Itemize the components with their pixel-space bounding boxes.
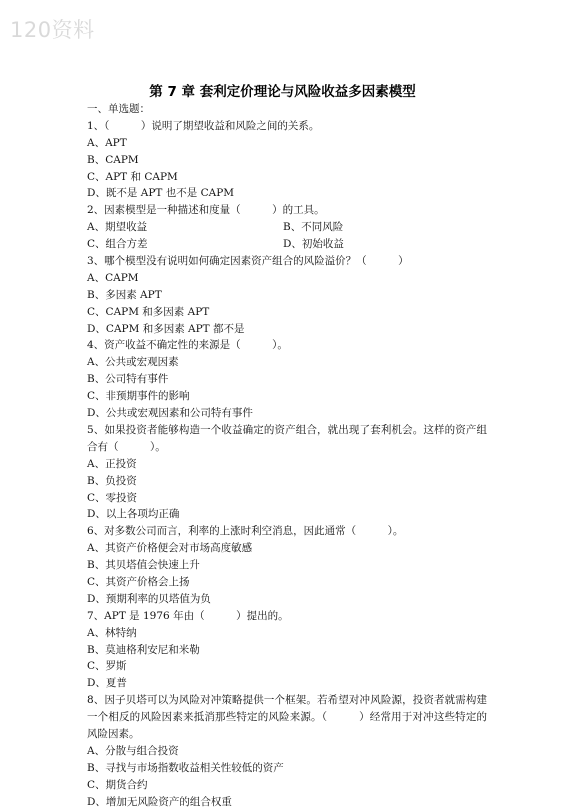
option-c: C、CAPM 和多因素 APT bbox=[87, 305, 210, 318]
option-row bbox=[87, 219, 487, 236]
question-stem: 7、APT 是 1976 年由（ ）提出的。 bbox=[87, 609, 289, 622]
option-b: B、多因素 APT bbox=[87, 288, 162, 301]
option-a: A、期望收益 bbox=[87, 221, 148, 234]
question-stem: 6、对多数公司而言，利率的上涨时利空消息，因此通常（ ）。 bbox=[87, 525, 404, 538]
option-d: D、既不是 APT 也不是 CAPM bbox=[87, 187, 235, 200]
option-c: C、组合方差 bbox=[87, 238, 148, 251]
question-stem: 8、因子贝塔可以为风险对冲策略提供一个框架。若希望对冲风险源，投资者就需构建一个相反的风险因素来抵消那些特定的风险来源。（ ）经常用于对冲这些特定的风险因素。 bbox=[87, 694, 487, 741]
option-d: D、公共或宏观因素和公司特有事件 bbox=[87, 407, 253, 420]
question-stem: 5、如果投资者能够构造一个收益确定的资产组合，就出现了套利机会。这样的资产组合有（ ）。 bbox=[87, 423, 487, 453]
option-row bbox=[87, 236, 487, 253]
question-stem: 2、因素模型是一种描述和度量（ ）的工具。 bbox=[87, 204, 325, 217]
question-list bbox=[87, 101, 487, 810]
watermark-logo: 120资料 bbox=[10, 18, 95, 42]
option-c: C、APT 和 CAPM bbox=[87, 170, 178, 183]
option-a: A、CAPM bbox=[87, 271, 139, 284]
option-c: C、非预期事件的影响 bbox=[87, 390, 190, 403]
option-d: D、初始收益 bbox=[283, 238, 344, 251]
option-b: B、寻找与市场指数收益相关性较低的资产 bbox=[87, 761, 284, 774]
option-b: B、CAPM bbox=[87, 153, 139, 166]
question-stem: 1、（ ）说明了期望收益和风险之间的关系。 bbox=[87, 119, 320, 132]
option-d: D、夏普 bbox=[87, 677, 127, 690]
option-b: B、莫迪格利安尼和米勒 bbox=[87, 643, 200, 656]
option-d: D、增加无风险资产的组合权重 bbox=[87, 795, 232, 808]
option-c: C、其资产价格会上扬 bbox=[87, 575, 190, 588]
option-a: A、分散与组合投资 bbox=[87, 744, 179, 757]
option-c: C、零投资 bbox=[87, 491, 138, 504]
option-a: A、APT bbox=[87, 136, 127, 149]
option-d: D、CAPM 和多因素 APT 都不是 bbox=[87, 322, 245, 335]
option-c: C、罗斯 bbox=[87, 660, 127, 673]
option-b: B、负投资 bbox=[87, 474, 137, 487]
option-a: A、正投资 bbox=[87, 457, 137, 470]
question-stem: 4、资产收益不确定性的来源是（ ）。 bbox=[87, 339, 288, 352]
section-heading: 一、单选题： bbox=[87, 103, 150, 115]
option-d: D、以上各项均正确 bbox=[87, 508, 180, 521]
option-b: B、不同风险 bbox=[283, 221, 344, 234]
chapter-title: 第 7 章 套利定价理论与风险收益多因素模型 bbox=[149, 84, 416, 100]
option-a: A、公共或宏观因素 bbox=[87, 356, 179, 369]
option-a: A、林特纳 bbox=[87, 626, 137, 639]
option-b: B、公司特有事件 bbox=[87, 373, 169, 386]
option-b: B、其贝塔值会快速上升 bbox=[87, 559, 200, 572]
option-d: D、预期利率的贝塔值为负 bbox=[87, 592, 211, 605]
option-a: A、其资产价格便会对市场高度敏感 bbox=[87, 542, 253, 555]
question-stem: 3、哪个模型没有说明如何确定因素资产组合的风险溢价？（ ） bbox=[87, 255, 409, 268]
option-c: C、期货合约 bbox=[87, 778, 148, 791]
